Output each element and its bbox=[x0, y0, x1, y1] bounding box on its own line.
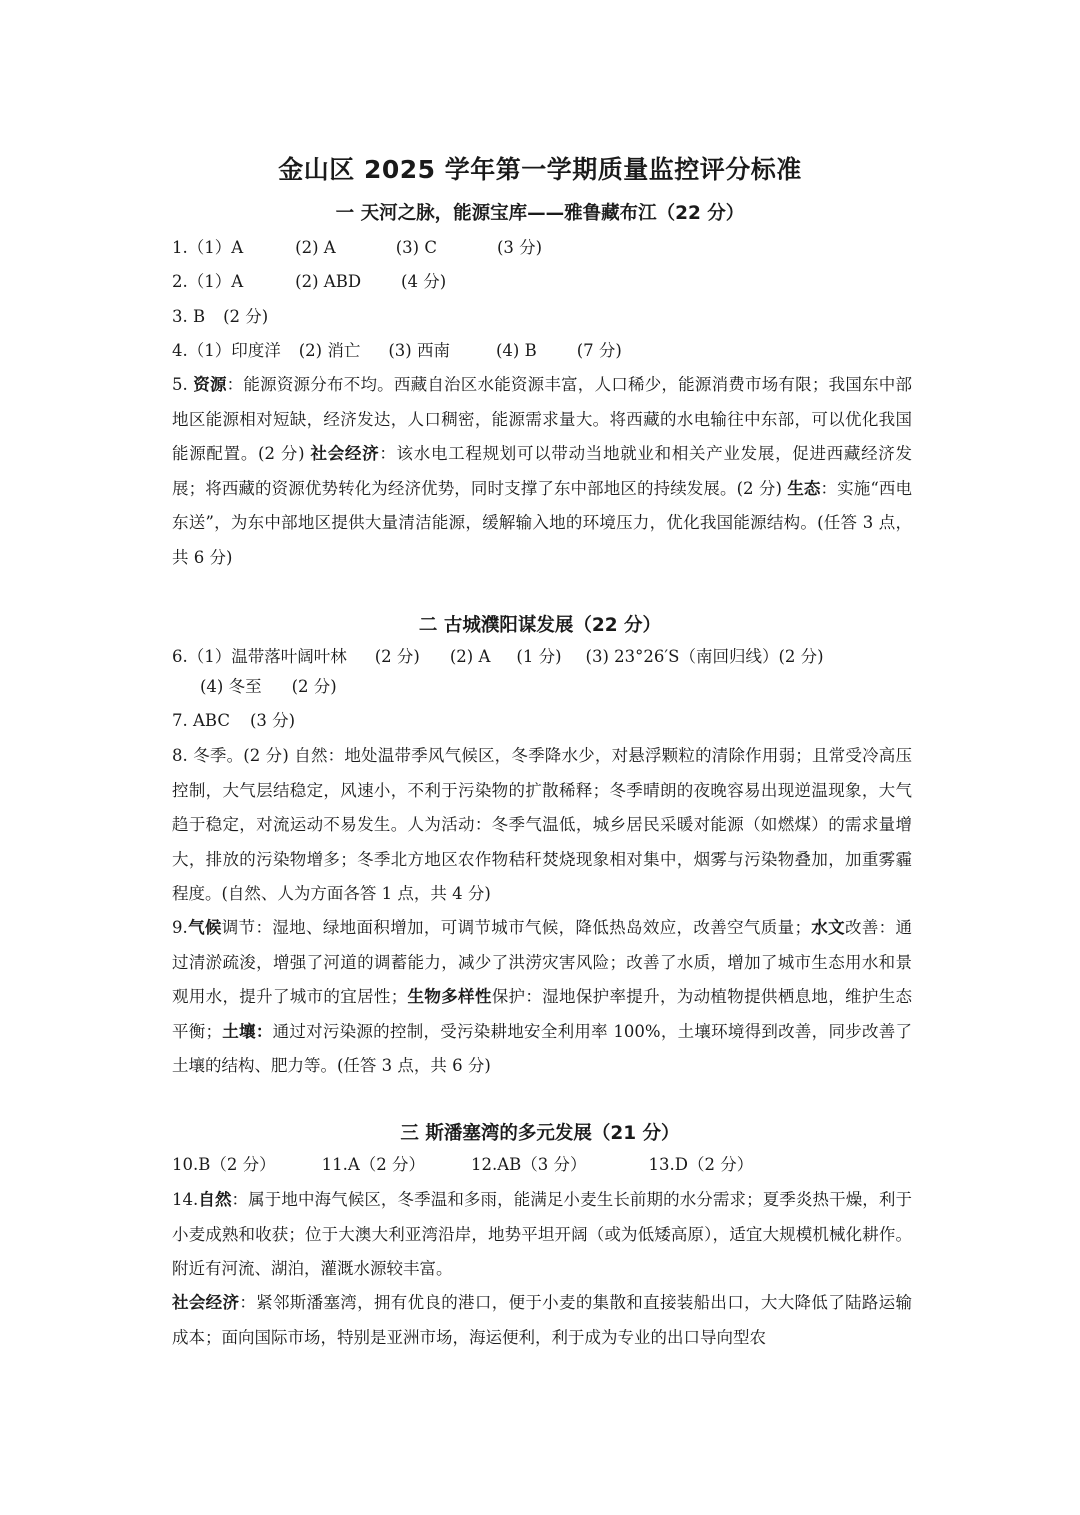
q1-part-3: (3) C bbox=[395, 238, 437, 257]
document-title: 金山区 2025 学年第一学期质量监控评分标准 bbox=[278, 155, 802, 184]
answer-q1 bbox=[172, 237, 912, 259]
q9-number: 9. bbox=[172, 918, 188, 937]
q9-text-hydrology: 改善：通过清淤疏浚，增强了河道的调蓄能力，减少了洪涝灾害风险；改善了水质，增加了城市生态用水和景观用水，提升了城市的宜居性； bbox=[172, 918, 913, 1006]
q9-text-biodiversity: 保护：湿地保护率提升，为动植物提供栖息地，维护生态平衡； bbox=[172, 987, 913, 1041]
q5-keyword-economy: 社会经济 bbox=[310, 444, 380, 463]
q7-part-1: 7. ABC bbox=[172, 711, 230, 730]
q5-keyword-ecology: 生态 bbox=[787, 478, 821, 498]
q4-part-4: (4) B bbox=[496, 341, 537, 360]
q14-keyword-economy: 社会经济 bbox=[172, 1293, 240, 1312]
q6-part-4-score: (2 分) bbox=[291, 677, 337, 696]
q1-part-2: (2) A bbox=[295, 238, 336, 257]
q2-part-2: (2) ABD bbox=[295, 272, 362, 291]
q3-score: (2 分) bbox=[223, 307, 269, 326]
section-1-heading: 一 天河之脉，能源宝库——雅鲁藏布江（22 分） bbox=[335, 203, 745, 224]
answer-q14-economy bbox=[172, 1286, 912, 1355]
section-2-heading: 二 古城濮阳谋发展（22 分） bbox=[418, 615, 662, 636]
answer-q2 bbox=[172, 271, 912, 293]
q14-text-economy: ：紧邻斯潘塞湾，拥有优良的港口，便于小麦的集散和直接装船出口，大大降低了陆路运输成本；面向国际市场，特别是亚洲市场，海运便利，利于成为专业的出口导向型农 bbox=[172, 1293, 913, 1347]
q2-part-1: 2.（1）A bbox=[172, 272, 244, 291]
answer-q14-natural bbox=[172, 1183, 912, 1287]
q9-text-soil: 通过对污染源的控制，受污染耕地安全利用率 100%，土壤环境得到改善，同步改善了土壤的结构、肥力等。(任答 3 点，共 6 分) bbox=[172, 1021, 913, 1075]
q7-score: (3 分) bbox=[249, 711, 296, 730]
q5-keyword-resources: 资源 bbox=[193, 375, 227, 394]
answer-q10-13 bbox=[172, 1154, 912, 1176]
q5-text-economy: ：该水电工程规划可以带动当地就业和相关产业发展，促进西藏经济发展；将西藏的资源优势转化为经济优势，同时支撑了东中部地区的持续发展。(2 分) bbox=[172, 444, 913, 498]
q14-keyword-natural: 自然 bbox=[198, 1190, 232, 1209]
q1-score: (3 分) bbox=[496, 238, 543, 257]
q14-number: 14. bbox=[172, 1190, 199, 1209]
answer-q4 bbox=[172, 340, 912, 362]
answer-q9 bbox=[172, 911, 912, 1084]
q6-part-1: 6.（1）温带落叶阔叶林 bbox=[172, 647, 347, 666]
q4-score: (7 分) bbox=[576, 341, 622, 360]
q9-keyword-hydrology: 水文 bbox=[810, 918, 845, 937]
q6-part-4: (4) 冬至 bbox=[200, 677, 262, 696]
answer-q6-line-2 bbox=[200, 676, 940, 698]
q12-answer: 12.AB（3 分） bbox=[471, 1155, 587, 1174]
q4-part-2: (2) 消亡 bbox=[298, 341, 361, 360]
q1-part-1: 1.（1）A bbox=[172, 238, 244, 257]
q4-part-3: (3) 西南 bbox=[388, 341, 450, 360]
q4-part-1: 4.（1）印度洋 bbox=[172, 341, 281, 360]
q9-keyword-soil: 土壤： bbox=[222, 1021, 273, 1041]
q5-number: 5. bbox=[172, 375, 188, 394]
q6-part-3: (3) 23°26′S（南回归线）(2 分) bbox=[585, 647, 824, 666]
q14-text-natural: ：属于地中海气候区，冬季温和多雨，能满足小麦生长前期的水分需求；夏季炎热干燥，利于小麦成熟和收获；位于大澳大利亚湾沿岸，地势平坦开阔（或为低矮高原），适宜大规模机械化耕作。附近有河流、湖泊，灌溉水源较丰富。 bbox=[172, 1190, 913, 1278]
q13-answer: 13.D（2 分） bbox=[648, 1155, 754, 1174]
section-3-heading: 三 斯潘塞湾的多元发展（21 分） bbox=[400, 1123, 680, 1144]
answer-q5 bbox=[172, 368, 912, 575]
answer-q7 bbox=[172, 710, 912, 732]
q2-score: (4 分) bbox=[401, 272, 447, 291]
answer-q8: 8. 冬季。(2 分) 自然：地处温带季风气候区，冬季降水少，对悬浮颗粒的清除作用弱；且常受冷高压控制，大气层结稳定，风速小，不利于污染物的扩散稀释；冬季晴朗的夜晚容易出现逆温现象，大气趋于稳定，对流运动不易发生。人为活动：冬季气温低，城乡居民采暖对能源（如燃煤）的需求量增大，排放的污染物增多；冬季北方地区农作物秸秆焚烧现象相对集中，烟雾与污染物叠加，加重雾霾程度。(自然、人为方面各答 1 点，共 4 分) bbox=[172, 746, 912, 903]
q6-part-2-score: (1 分) bbox=[516, 647, 562, 666]
q10-answer: 10.B（2 分） bbox=[172, 1155, 276, 1174]
answer-q3 bbox=[172, 306, 912, 328]
q5-text-ecology: ：实施“西电东送”，为东中部地区提供大量清洁能源，缓解输入地的环境压力，优化我国能源结构。(任答 3 点，共 6 分) bbox=[172, 478, 912, 567]
answer-q6-line-1 bbox=[172, 646, 912, 668]
q9-keyword-climate: 气候 bbox=[187, 918, 222, 937]
q3-part-1: 3. B bbox=[172, 307, 206, 326]
q9-keyword-biodiversity: 生物多样性 bbox=[407, 987, 492, 1006]
q5-text-resources: ：能源资源分布不均。西藏自治区水能资源丰富，人口稀少，能源消费市场有限；我国东中部地区能源相对短缺，经济发达，人口稠密，能源需求量大。将西藏的水电输往中东部，可以优化我国能源配置。(2 分) bbox=[172, 375, 913, 463]
q6-part-1-score: (2 分) bbox=[374, 647, 420, 666]
q6-part-2: (2) A bbox=[449, 647, 491, 666]
q9-text-climate: 调节：湿地、绿地面积增加，可调节城市气候，降低热岛效应，改善空气质量； bbox=[221, 918, 811, 937]
q11-answer: 11.A（2 分） bbox=[321, 1155, 426, 1174]
